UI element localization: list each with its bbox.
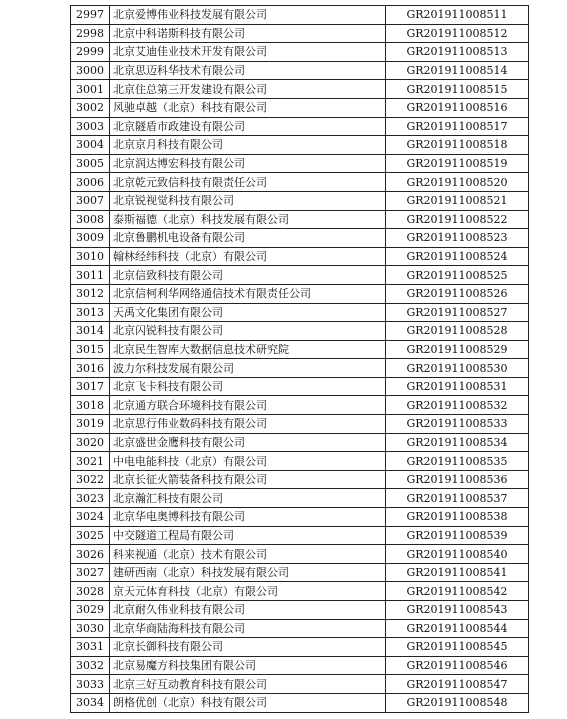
company-name-cell: 北京中科诺斯科技有限公司 <box>110 24 386 43</box>
certificate-code-cell: GR201911008528 <box>386 322 529 341</box>
certificate-code-cell: GR201911008540 <box>386 545 529 564</box>
table-row <box>71 266 529 285</box>
company-name-cell: 北京爱博伟业科技发展有限公司 <box>110 6 386 25</box>
certificate-code-cell: GR201911008526 <box>386 284 529 303</box>
company-name-cell: 中电电能科技（北京）有限公司 <box>110 452 386 471</box>
table-row <box>71 377 529 396</box>
company-name-cell: 北京艾迪佳业技术开发有限公司 <box>110 43 386 62</box>
serial-number-cell: 3001 <box>71 80 110 99</box>
serial-number-cell: 2999 <box>71 43 110 62</box>
serial-number-cell: 2997 <box>71 6 110 25</box>
table-row <box>71 396 529 415</box>
company-name-cell: 北京信柯利华网络通信技术有限责任公司 <box>110 284 386 303</box>
company-name-cell: 北京民生智库大数据信息技术研究院 <box>110 340 386 359</box>
certificate-code-cell: GR201911008517 <box>386 117 529 136</box>
certificate-code-cell: GR201911008546 <box>386 656 529 675</box>
certificate-code-cell: GR201911008531 <box>386 377 529 396</box>
certificate-code-cell: GR201911008542 <box>386 582 529 601</box>
serial-number-cell: 3011 <box>71 266 110 285</box>
company-registry-table <box>70 5 529 713</box>
table-row <box>71 61 529 80</box>
certificate-code-cell: GR201911008514 <box>386 61 529 80</box>
certificate-code-cell: GR201911008544 <box>386 619 529 638</box>
table-row <box>71 322 529 341</box>
company-name-cell: 北京通方联合环境科技有限公司 <box>110 396 386 415</box>
table-row <box>71 247 529 266</box>
certificate-code-cell: GR201911008512 <box>386 24 529 43</box>
serial-number-cell: 3009 <box>71 229 110 248</box>
company-name-cell: 科来视通（北京）技术有限公司 <box>110 545 386 564</box>
certificate-code-cell: GR201911008534 <box>386 433 529 452</box>
company-name-cell: 北京易魔方科技集团有限公司 <box>110 656 386 675</box>
table-row <box>71 43 529 62</box>
serial-number-cell: 3015 <box>71 340 110 359</box>
certificate-code-cell: GR201911008533 <box>386 415 529 434</box>
certificate-code-cell: GR201911008535 <box>386 452 529 471</box>
table-row <box>71 117 529 136</box>
company-name-cell: 北京华商陆海科技有限公司 <box>110 619 386 638</box>
table-row <box>71 582 529 601</box>
table-row <box>71 433 529 452</box>
certificate-code-cell: GR201911008541 <box>386 563 529 582</box>
company-name-cell: 中交隧道工程局有限公司 <box>110 526 386 545</box>
company-name-cell: 北京盛世金鹰科技有限公司 <box>110 433 386 452</box>
company-name-cell: 北京三好互动教育科技有限公司 <box>110 675 386 694</box>
serial-number-cell: 3016 <box>71 359 110 378</box>
table-row <box>71 452 529 471</box>
serial-number-cell: 3034 <box>71 693 110 712</box>
serial-number-cell: 3018 <box>71 396 110 415</box>
table-row <box>71 526 529 545</box>
certificate-code-cell: GR201911008515 <box>386 80 529 99</box>
table-row <box>71 656 529 675</box>
table-row <box>71 340 529 359</box>
table-row <box>71 136 529 155</box>
serial-number-cell: 3010 <box>71 247 110 266</box>
table-row <box>71 675 529 694</box>
serial-number-cell: 3006 <box>71 173 110 192</box>
certificate-code-cell: GR201911008527 <box>386 303 529 322</box>
serial-number-cell: 3021 <box>71 452 110 471</box>
certificate-code-cell: GR201911008524 <box>386 247 529 266</box>
table-row <box>71 303 529 322</box>
table-row <box>71 6 529 25</box>
table-row <box>71 601 529 620</box>
company-name-cell: 北京鲁鹏机电设备有限公司 <box>110 229 386 248</box>
serial-number-cell: 3032 <box>71 656 110 675</box>
serial-number-cell: 3004 <box>71 136 110 155</box>
certificate-code-cell: GR201911008543 <box>386 601 529 620</box>
serial-number-cell: 3028 <box>71 582 110 601</box>
table-row <box>71 619 529 638</box>
company-name-cell: 北京乾元致信科技有限责任公司 <box>110 173 386 192</box>
certificate-code-cell: GR201911008521 <box>386 191 529 210</box>
company-name-cell: 北京闪锐科技有限公司 <box>110 322 386 341</box>
table-row <box>71 489 529 508</box>
company-name-cell: 建研西南（北京）科技发展有限公司 <box>110 563 386 582</box>
table-body <box>71 6 529 713</box>
serial-number-cell: 3008 <box>71 210 110 229</box>
serial-number-cell: 3013 <box>71 303 110 322</box>
table-row <box>71 98 529 117</box>
serial-number-cell: 3033 <box>71 675 110 694</box>
certificate-code-cell: GR201911008532 <box>386 396 529 415</box>
company-name-cell: 波力尔科技发展有限公司 <box>110 359 386 378</box>
serial-number-cell: 3020 <box>71 433 110 452</box>
table-row <box>71 154 529 173</box>
table-row <box>71 24 529 43</box>
certificate-code-cell: GR201911008516 <box>386 98 529 117</box>
company-name-cell: 北京京月科技有限公司 <box>110 136 386 155</box>
company-name-cell: 泰斯福德（北京）科技发展有限公司 <box>110 210 386 229</box>
company-name-cell: 北京思行伟业数码科技有限公司 <box>110 415 386 434</box>
table-row <box>71 470 529 489</box>
serial-number-cell: 3023 <box>71 489 110 508</box>
certificate-code-cell: GR201911008519 <box>386 154 529 173</box>
company-name-cell: 翰林经纬科技（北京）有限公司 <box>110 247 386 266</box>
table-row <box>71 693 529 712</box>
company-name-cell: 北京华电奥博科技有限公司 <box>110 508 386 527</box>
certificate-code-cell: GR201911008522 <box>386 210 529 229</box>
serial-number-cell: 3025 <box>71 526 110 545</box>
serial-number-cell: 3007 <box>71 191 110 210</box>
table-row <box>71 508 529 527</box>
table-row <box>71 638 529 657</box>
certificate-code-cell: GR201911008539 <box>386 526 529 545</box>
table-row <box>71 415 529 434</box>
serial-number-cell: 3002 <box>71 98 110 117</box>
serial-number-cell: 2998 <box>71 24 110 43</box>
company-name-cell: 北京长征火箭装备科技有限公司 <box>110 470 386 489</box>
certificate-code-cell: GR201911008538 <box>386 508 529 527</box>
certificate-code-cell: GR201911008545 <box>386 638 529 657</box>
certificate-code-cell: GR201911008537 <box>386 489 529 508</box>
serial-number-cell: 3026 <box>71 545 110 564</box>
serial-number-cell: 3022 <box>71 470 110 489</box>
company-name-cell: 京天元体育科技（北京）有限公司 <box>110 582 386 601</box>
table-row <box>71 80 529 99</box>
company-name-cell: 北京隧盾市政建设有限公司 <box>110 117 386 136</box>
serial-number-cell: 3003 <box>71 117 110 136</box>
serial-number-cell: 3031 <box>71 638 110 657</box>
serial-number-cell: 3005 <box>71 154 110 173</box>
serial-number-cell: 3024 <box>71 508 110 527</box>
certificate-code-cell: GR201911008513 <box>386 43 529 62</box>
certificate-code-cell: GR201911008523 <box>386 229 529 248</box>
company-name-cell: 风驰卓越（北京）科技有限公司 <box>110 98 386 117</box>
serial-number-cell: 3019 <box>71 415 110 434</box>
company-name-cell: 北京耐久伟业科技有限公司 <box>110 601 386 620</box>
table-row <box>71 173 529 192</box>
company-name-cell: 北京长御科技有限公司 <box>110 638 386 657</box>
table-row <box>71 229 529 248</box>
serial-number-cell: 3014 <box>71 322 110 341</box>
certificate-code-cell: GR201911008511 <box>386 6 529 25</box>
table-row <box>71 210 529 229</box>
serial-number-cell: 3000 <box>71 61 110 80</box>
serial-number-cell: 3030 <box>71 619 110 638</box>
certificate-code-cell: GR201911008536 <box>386 470 529 489</box>
certificate-code-cell: GR201911008518 <box>386 136 529 155</box>
company-name-cell: 天禹文化集团有限公司 <box>110 303 386 322</box>
certificate-code-cell: GR201911008525 <box>386 266 529 285</box>
company-name-cell: 北京飞卡科技有限公司 <box>110 377 386 396</box>
table-row <box>71 191 529 210</box>
serial-number-cell: 3017 <box>71 377 110 396</box>
serial-number-cell: 3029 <box>71 601 110 620</box>
serial-number-cell: 3027 <box>71 563 110 582</box>
certificate-code-cell: GR201911008529 <box>386 340 529 359</box>
company-name-cell: 北京信致科技有限公司 <box>110 266 386 285</box>
table-row <box>71 563 529 582</box>
company-name-cell: 北京瀚汇科技有限公司 <box>110 489 386 508</box>
company-name-cell: 北京住总第三开发建设有限公司 <box>110 80 386 99</box>
certificate-code-cell: GR201911008530 <box>386 359 529 378</box>
table-row <box>71 284 529 303</box>
serial-number-cell: 3012 <box>71 284 110 303</box>
company-name-cell: 北京思迈科华技术有限公司 <box>110 61 386 80</box>
company-name-cell: 北京润达博宏科技有限公司 <box>110 154 386 173</box>
company-name-cell: 北京锐视觉科技有限公司 <box>110 191 386 210</box>
table-row <box>71 359 529 378</box>
certificate-code-cell: GR201911008547 <box>386 675 529 694</box>
table-row <box>71 545 529 564</box>
certificate-code-cell: GR201911008548 <box>386 693 529 712</box>
certificate-code-cell: GR201911008520 <box>386 173 529 192</box>
company-name-cell: 朗格优创（北京）科技有限公司 <box>110 693 386 712</box>
